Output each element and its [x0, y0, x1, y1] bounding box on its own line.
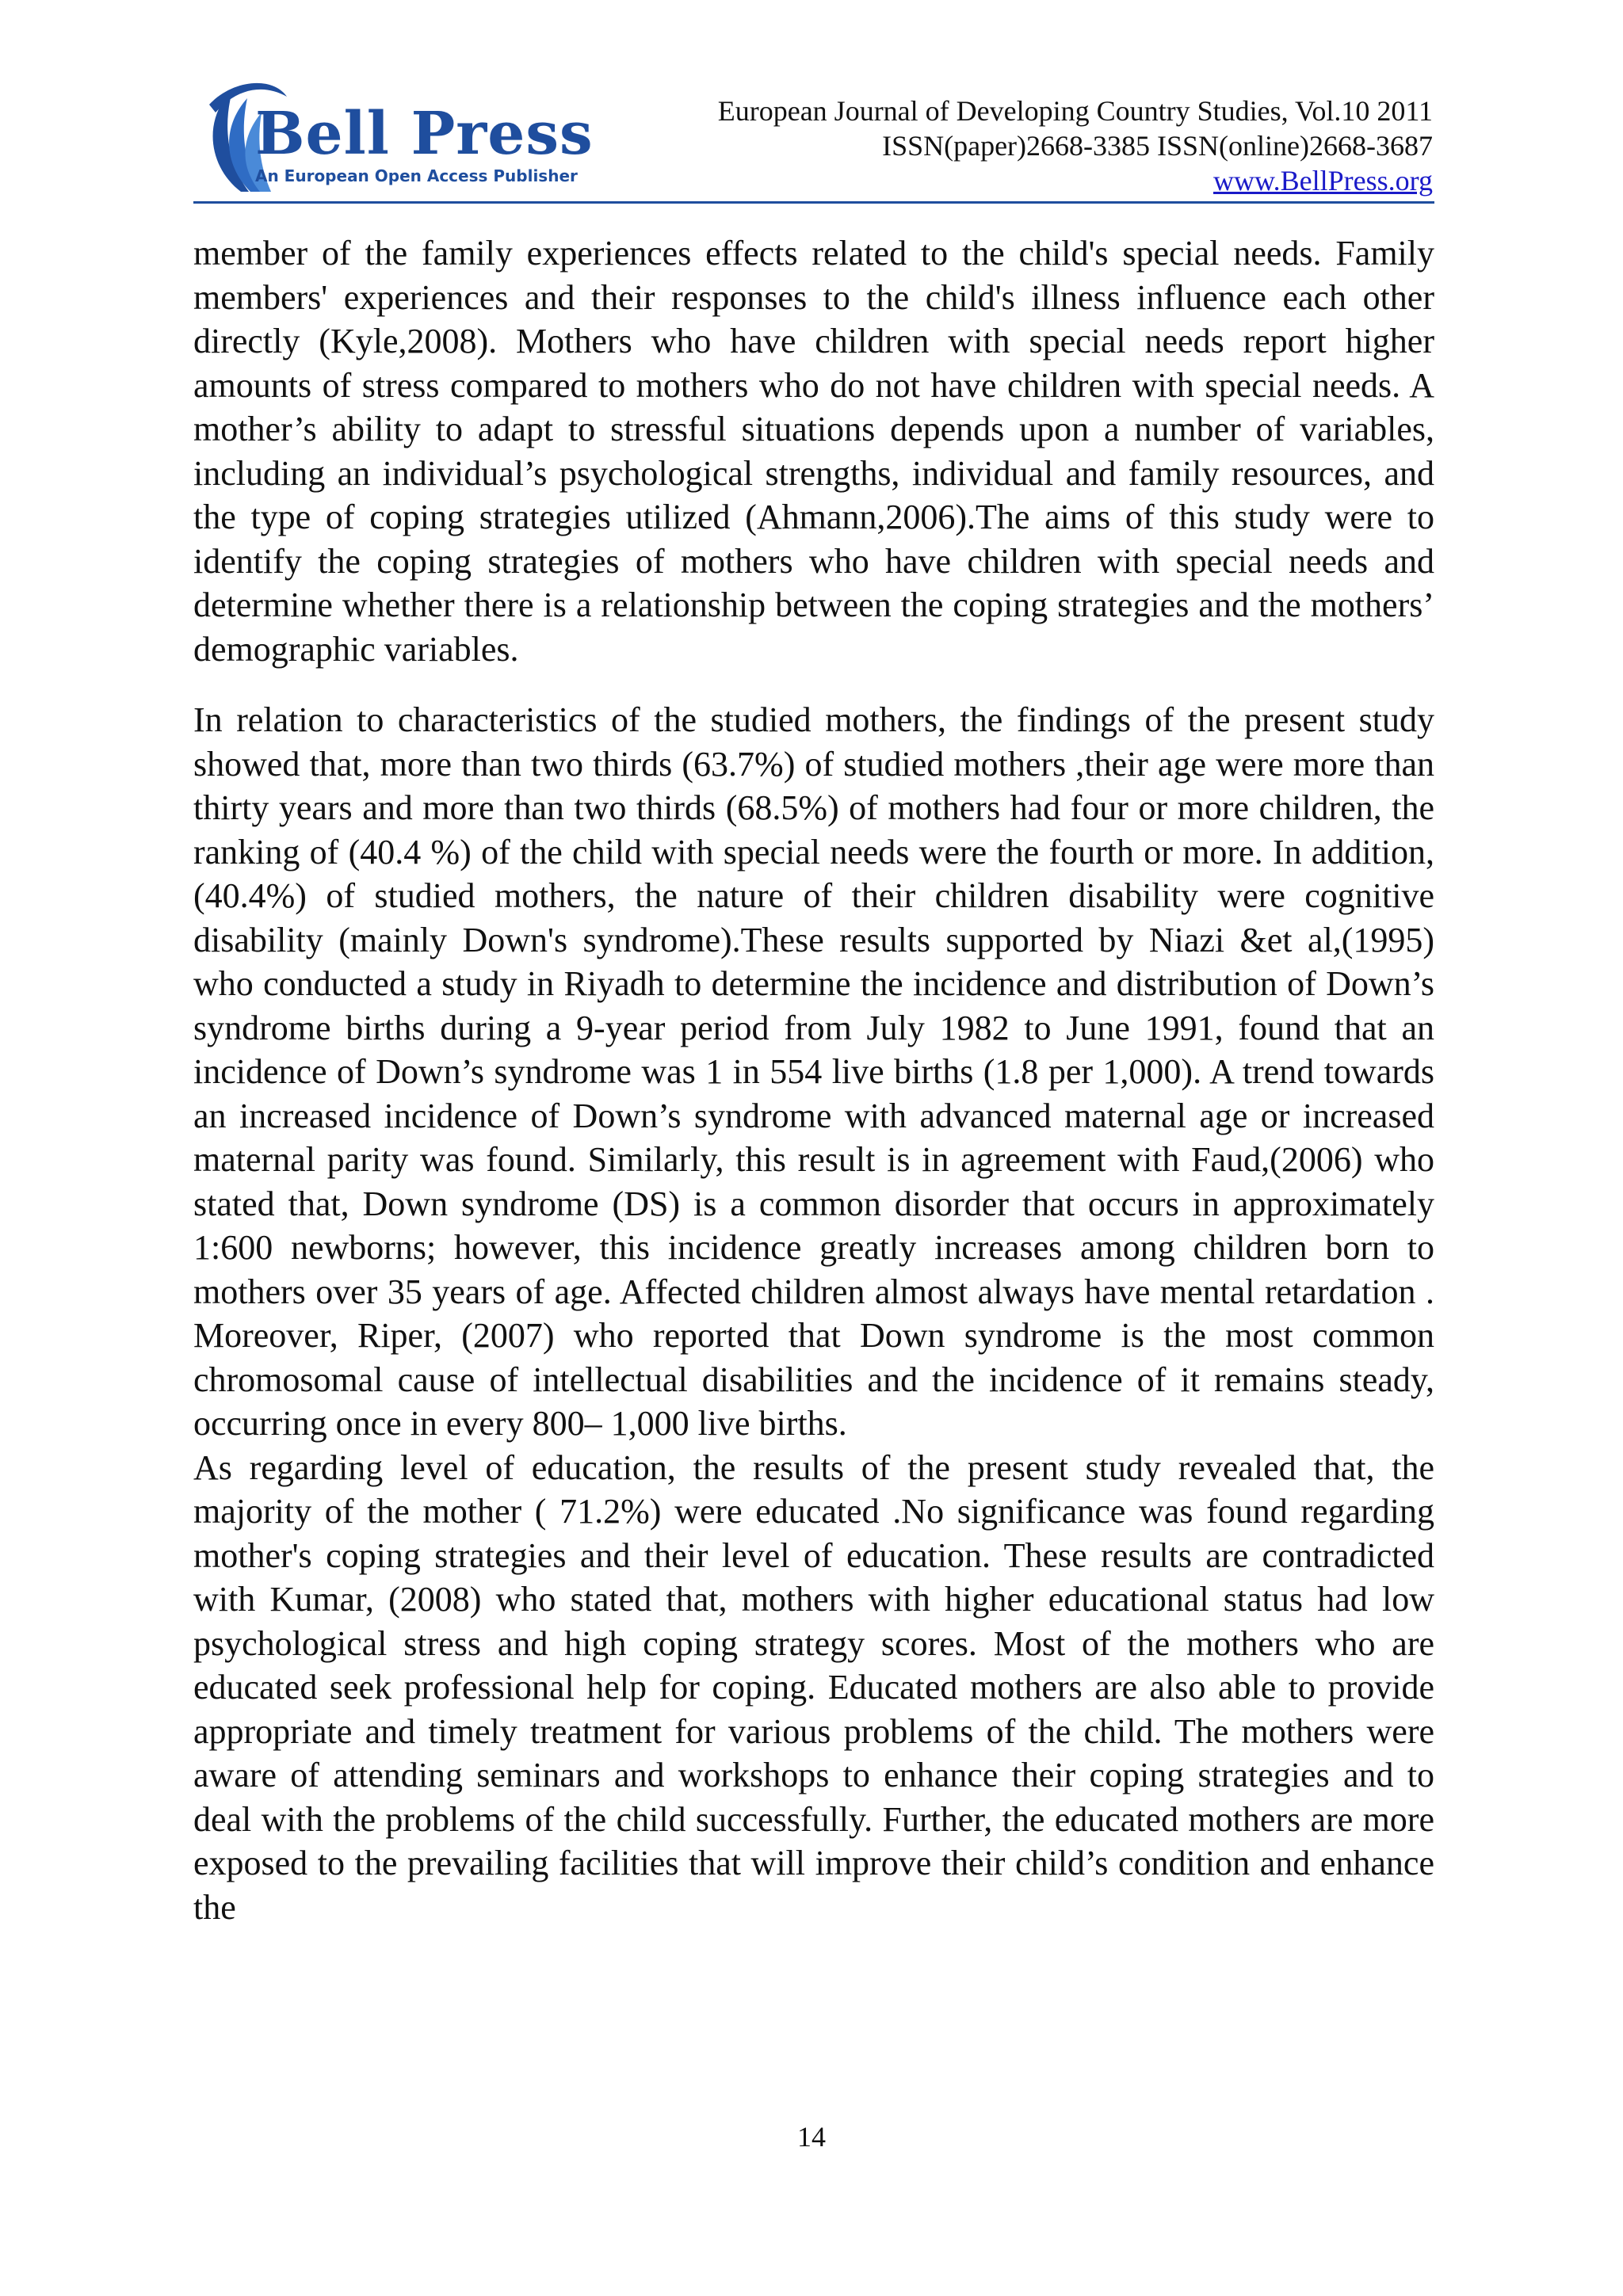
journal-info	[718, 93, 1433, 198]
article-body	[193, 231, 1434, 1929]
header-divider	[193, 201, 1434, 204]
publisher-logo	[193, 73, 594, 200]
paragraph-1: member of the family experiences effects related to the child's special needs. Family members' experiences and their responses to the child's illness influence each other directly (Kyle,2008). Mothers who have children with special needs report higher amounts of stress compared to mothers who do not have children with special needs. A mother’s ability to adapt to stressful situations depends upon a number of variables, including an individual’s psychological strengths, individual and family resources, and the type of coping strategies utilized (Ahmann,2006).The aims of this study were to identify the coping strategies of mothers who have children with special needs and determine whether there is a relationship between the coping strategies and the mothers’ demographic variables.	[193, 234, 1434, 669]
logo-tagline: An European Open Access Publisher	[255, 166, 578, 185]
issn-line: ISSN(paper)2668-3385 ISSN(online)2668-3687	[882, 130, 1433, 162]
publisher-url-link[interactable]: www.BellPress.org	[1213, 165, 1433, 196]
paragraph-3: As regarding level of education, the results of the present study revealed that, the majority of the mother ( 71.2%) were educated .No significance was found regarding mother's coping strategies and their level of education. These results are contradicted with Kumar, (2008) who stated that, mothers with higher educational status had low psychological stress and high coping strategy scores. Most of the mothers who are educated seek professional help for coping. Educated mothers are also able to provide appropriate and timely treatment for various problems of the child. The mothers were aware of attending seminars and workshops to enhance their coping strategies and to deal with the problems of the child successfully. Further, the educated mothers are more exposed to the prevailing facilities that will improve their child’s condition and enhance the	[193, 1447, 1434, 1927]
journal-citation: European Journal of Developing Country Studies, Vol.10 2011	[717, 95, 1433, 127]
paragraph-2: In relation to characteristics of the studied mothers, the findings of the present study showed that, more than two thirds (63.7%) of studied mothers ,their age were more than thirty years and more than two thirds (68.5%) of mothers had four or more children, the ranking of (40.4 %) of the child with special needs were the fourth or more. In addition, (40.4%) of studied mothers, the nature of their children disability were cognitive disability (mainly Down's syndrome).These results supported by Niazi &et al,(1995) who conducted a study in Riyadh to determine the incidence and distribution of Down’s syndrome births during a 9-year period from July 1982 to June 1991, found that an incidence of Down’s syndrome was 1 in 554 live births (1.8 per 1,000). A trend towards an increased incidence of Down’s syndrome with advanced maternal age or increased maternal parity was found. Similarly, this result is in agreement with Faud,(2006) who stated that, Down syndrome (DS) is a common disorder that occurs in approximately 1:600 newborns; however, this incidence greatly increases among children born to mothers over 35 years of age. Affected children almost always have mental retardation . Moreover, Riper, (2007) who reported that Down syndrome is the most common chromosomal cause of intellectual disabilities and the incidence of it remains steady, occurring once in every 800– 1,000 live births.	[193, 700, 1434, 1443]
page-number: 14	[797, 2121, 826, 2153]
logo-wordmark: Bell Press	[255, 100, 594, 168]
